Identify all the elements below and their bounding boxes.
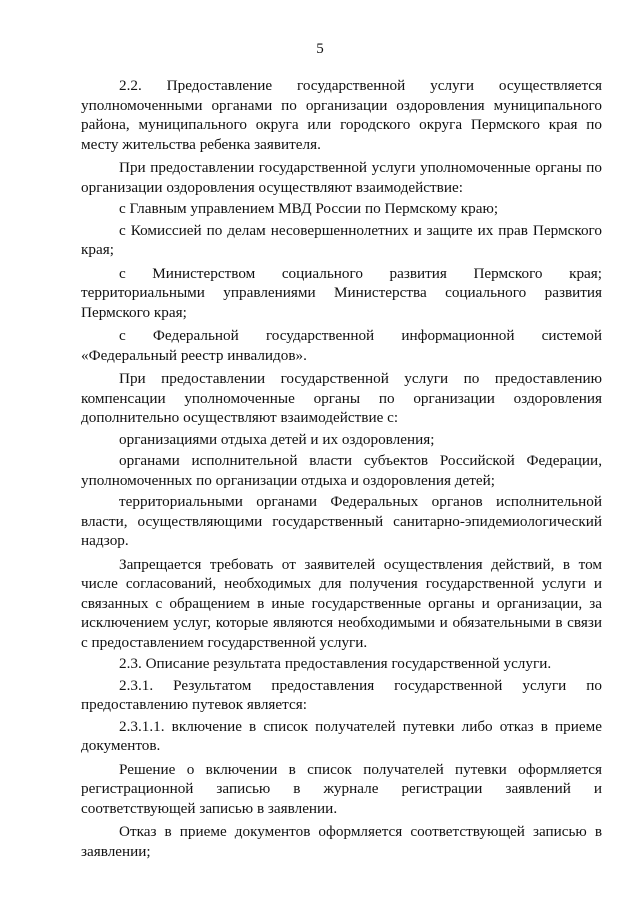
- list-item-ministry: с Министерством социального развития Пермского края; территориальными управлениями Министерства социального развития Пермского края;: [81, 264, 602, 321]
- list-item-recreation-orgs: организациями отдыха детей и их оздоровления;: [119, 430, 435, 448]
- paragraph-interaction-intro: При предоставлении государственной услуги уполномоченные органы по организации оздоровления осуществляют взаимодействие:: [81, 159, 602, 196]
- section-heading-2-3: 2.3. Описание результата предоставления государственной услуги.: [119, 655, 552, 672]
- paragraph-prohibition: Запрещается требовать от заявителей осуществления действий, в том числе согласований, необходимых для получения государственной услуги и связанных с обращением в иные государственные органы и организации, за исключением услуг, которые являются необходимыми и обязательными в связи с предоставлением государственной услуги.: [81, 555, 602, 651]
- paragraph-compensation-intro: При предоставлении государственной услуги по предоставлению компенсации уполномоченные органы по организации оздоровления дополнительно осуществляют взаимодействие с:: [81, 370, 602, 426]
- page-number: 5: [316, 41, 324, 57]
- list-item-mvd: с Главным управлением МВД России по Пермскому краю;: [119, 200, 499, 217]
- list-item-federal-registry: с Федеральной государственной информационной системой «Федеральный реестр инвалидов».: [81, 327, 602, 364]
- paragraph-refusal: Отказ в приеме документов оформляется соответствующей записью в заявлении;: [81, 823, 602, 860]
- list-item-sanitary-supervision: территориальными органами Федеральных органов исполнительной власти, осуществляющими государственный санитарно-эпидемиологический надзор.: [81, 493, 602, 549]
- paragraph-2-3-1: 2.3.1. Результатом предоставления государственной услуги по предоставлению путевок является:: [81, 676, 602, 713]
- list-item-commission: с Комиссией по делам несовершеннолетних и защите их прав Пермского края;: [81, 221, 602, 258]
- list-item-executive-bodies: органами исполнительной власти субъектов Российской Федерации, уполномоченных по организации отдыха и оздоровления детей;: [81, 452, 602, 489]
- paragraph-2-3-1-1: 2.3.1.1. включение в список получателей путевки либо отказ в приеме документов.: [81, 717, 602, 754]
- paragraph-2-2: 2.2. Предоставление государственной услуги осуществляется уполномоченными органами по организации оздоровления муниципального района, муниципального округа или городского округа Пермского края по месту жительства ребенка заявителя.: [81, 77, 602, 153]
- paragraph-inclusion-decision: Решение о включении в список получателей путевки оформляется регистрационной записью в журнале регистрации заявлений и соответствующей записью в заявлении.: [81, 760, 602, 817]
- document-body: [81, 76, 602, 861]
